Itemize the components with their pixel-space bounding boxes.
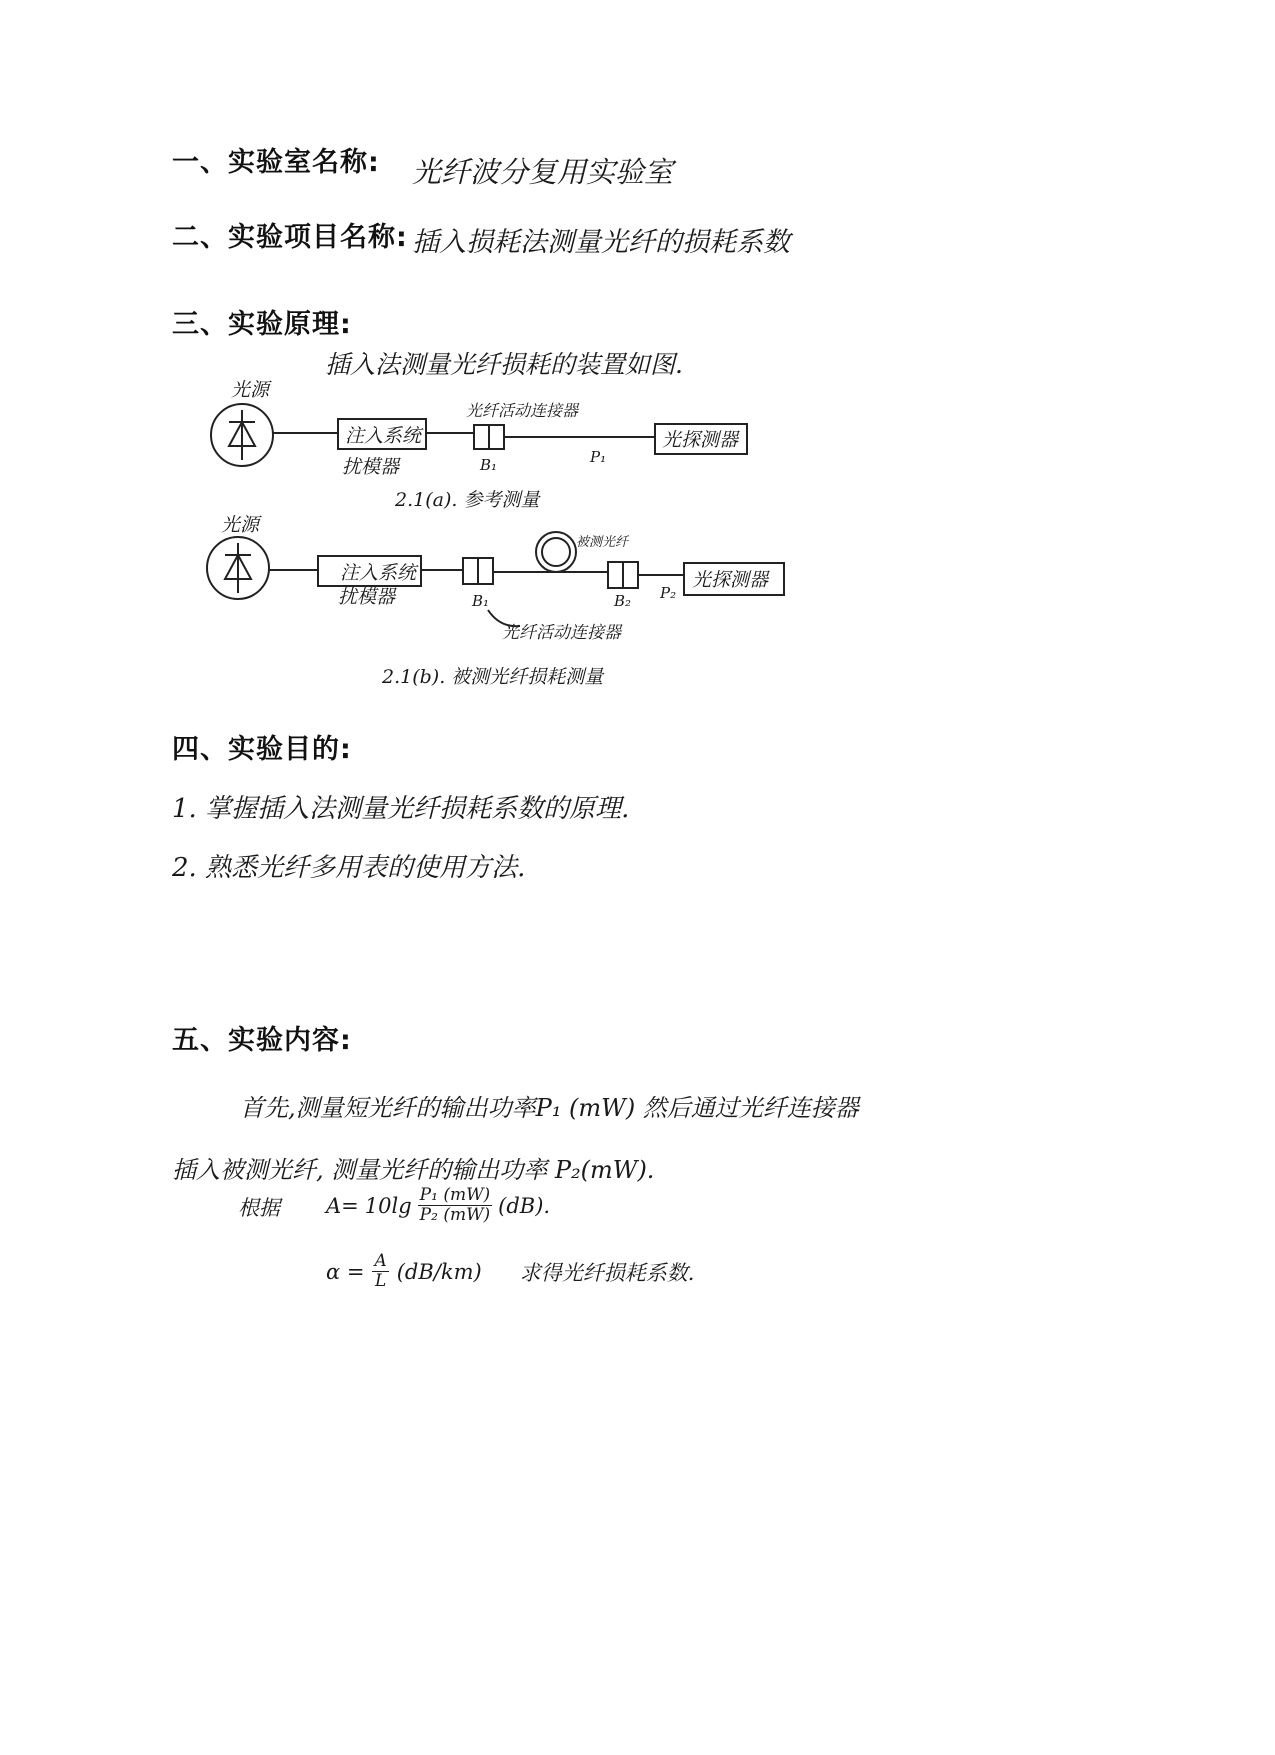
eq2-numerator: A xyxy=(374,1251,387,1271)
fig-b-injector-sub: 扰模器 xyxy=(338,586,396,608)
fig-a-caption: 2.1(a). 参考测量 xyxy=(395,489,540,511)
fig-b-fiber-label: 被测光纤 xyxy=(576,535,629,550)
fig-b-detector-label: 光探测器 xyxy=(692,569,769,591)
lab-name: 光纤波分复用实验室 xyxy=(412,155,674,189)
equation-coefficient xyxy=(326,1252,694,1291)
fig-a-injector-label: 注入系统 xyxy=(345,425,422,447)
eq2-unit: (dB/km) xyxy=(396,1259,482,1284)
content-line-2: 插入被测光纤, 测量光纤的输出功率 P₂(mW). xyxy=(172,1156,655,1184)
fig-b-connector-label: 光纤活动连接器 xyxy=(502,623,621,643)
section2-heading: 二、实验项目名称: xyxy=(172,222,408,253)
eq1-denominator: P₂ (mW) xyxy=(419,1205,491,1225)
fig-a-p1-label: P₁ xyxy=(590,448,607,466)
fiber-coil-inner xyxy=(542,538,570,566)
section4-heading: 四、实验目的: xyxy=(172,734,352,765)
basis-label: 根据 xyxy=(238,1196,280,1220)
fig-a-source-label: 光源 xyxy=(231,379,270,401)
eq1-log: 10lg xyxy=(364,1193,412,1218)
eq1-lhs: A= xyxy=(326,1193,359,1218)
fig-b-source-label: 光源 xyxy=(221,514,260,536)
fig-b-p2-label: P₂ xyxy=(660,584,677,602)
eq2-denominator: L xyxy=(374,1271,387,1291)
fig-a-injector-sub: 扰模器 xyxy=(342,456,400,478)
section3-heading: 三、实验原理: xyxy=(172,309,352,340)
eq1-fraction xyxy=(418,1186,493,1225)
project-name: 插入损耗法测量光纤的损耗系数 xyxy=(412,227,790,258)
purpose-item-2: 2. 熟悉光纤多用表的使用方法. xyxy=(172,853,526,883)
content-line-1: 首先,测量短光纤的输出功率P₁ (mW) 然后通过光纤连接器 xyxy=(240,1094,859,1122)
eq2-note: 求得光纤损耗系数. xyxy=(519,1260,695,1285)
fig-b-injector-label: 注入系统 xyxy=(340,562,417,584)
section5-heading: 五、实验内容: xyxy=(172,1025,352,1056)
eq1-unit: (dB). xyxy=(498,1193,551,1218)
fig-a-b1-label: B₁ xyxy=(480,456,498,474)
eq1-numerator: P₁ (mW) xyxy=(419,1185,491,1205)
section1-heading: 一、实验室名称: xyxy=(172,147,380,178)
fig-a-detector-label: 光探测器 xyxy=(662,429,739,451)
purpose-item-1: 1. 掌握插入法测量光纤损耗系数的原理. xyxy=(172,794,630,824)
eq2-fraction xyxy=(372,1252,388,1291)
principle-intro: 插入法测量光纤损耗的装置如图. xyxy=(325,350,683,379)
eq2-lhs: α = xyxy=(326,1259,365,1284)
fig-b-b1-label: B₁ xyxy=(472,592,490,610)
equation-attenuation xyxy=(326,1186,550,1225)
fig-b-caption: 2.1(b). 被测光纤损耗测量 xyxy=(382,666,604,688)
fig-b-b2-label: B₂ xyxy=(614,592,632,610)
fig-a-connector-label: 光纤活动连接器 xyxy=(466,401,579,420)
